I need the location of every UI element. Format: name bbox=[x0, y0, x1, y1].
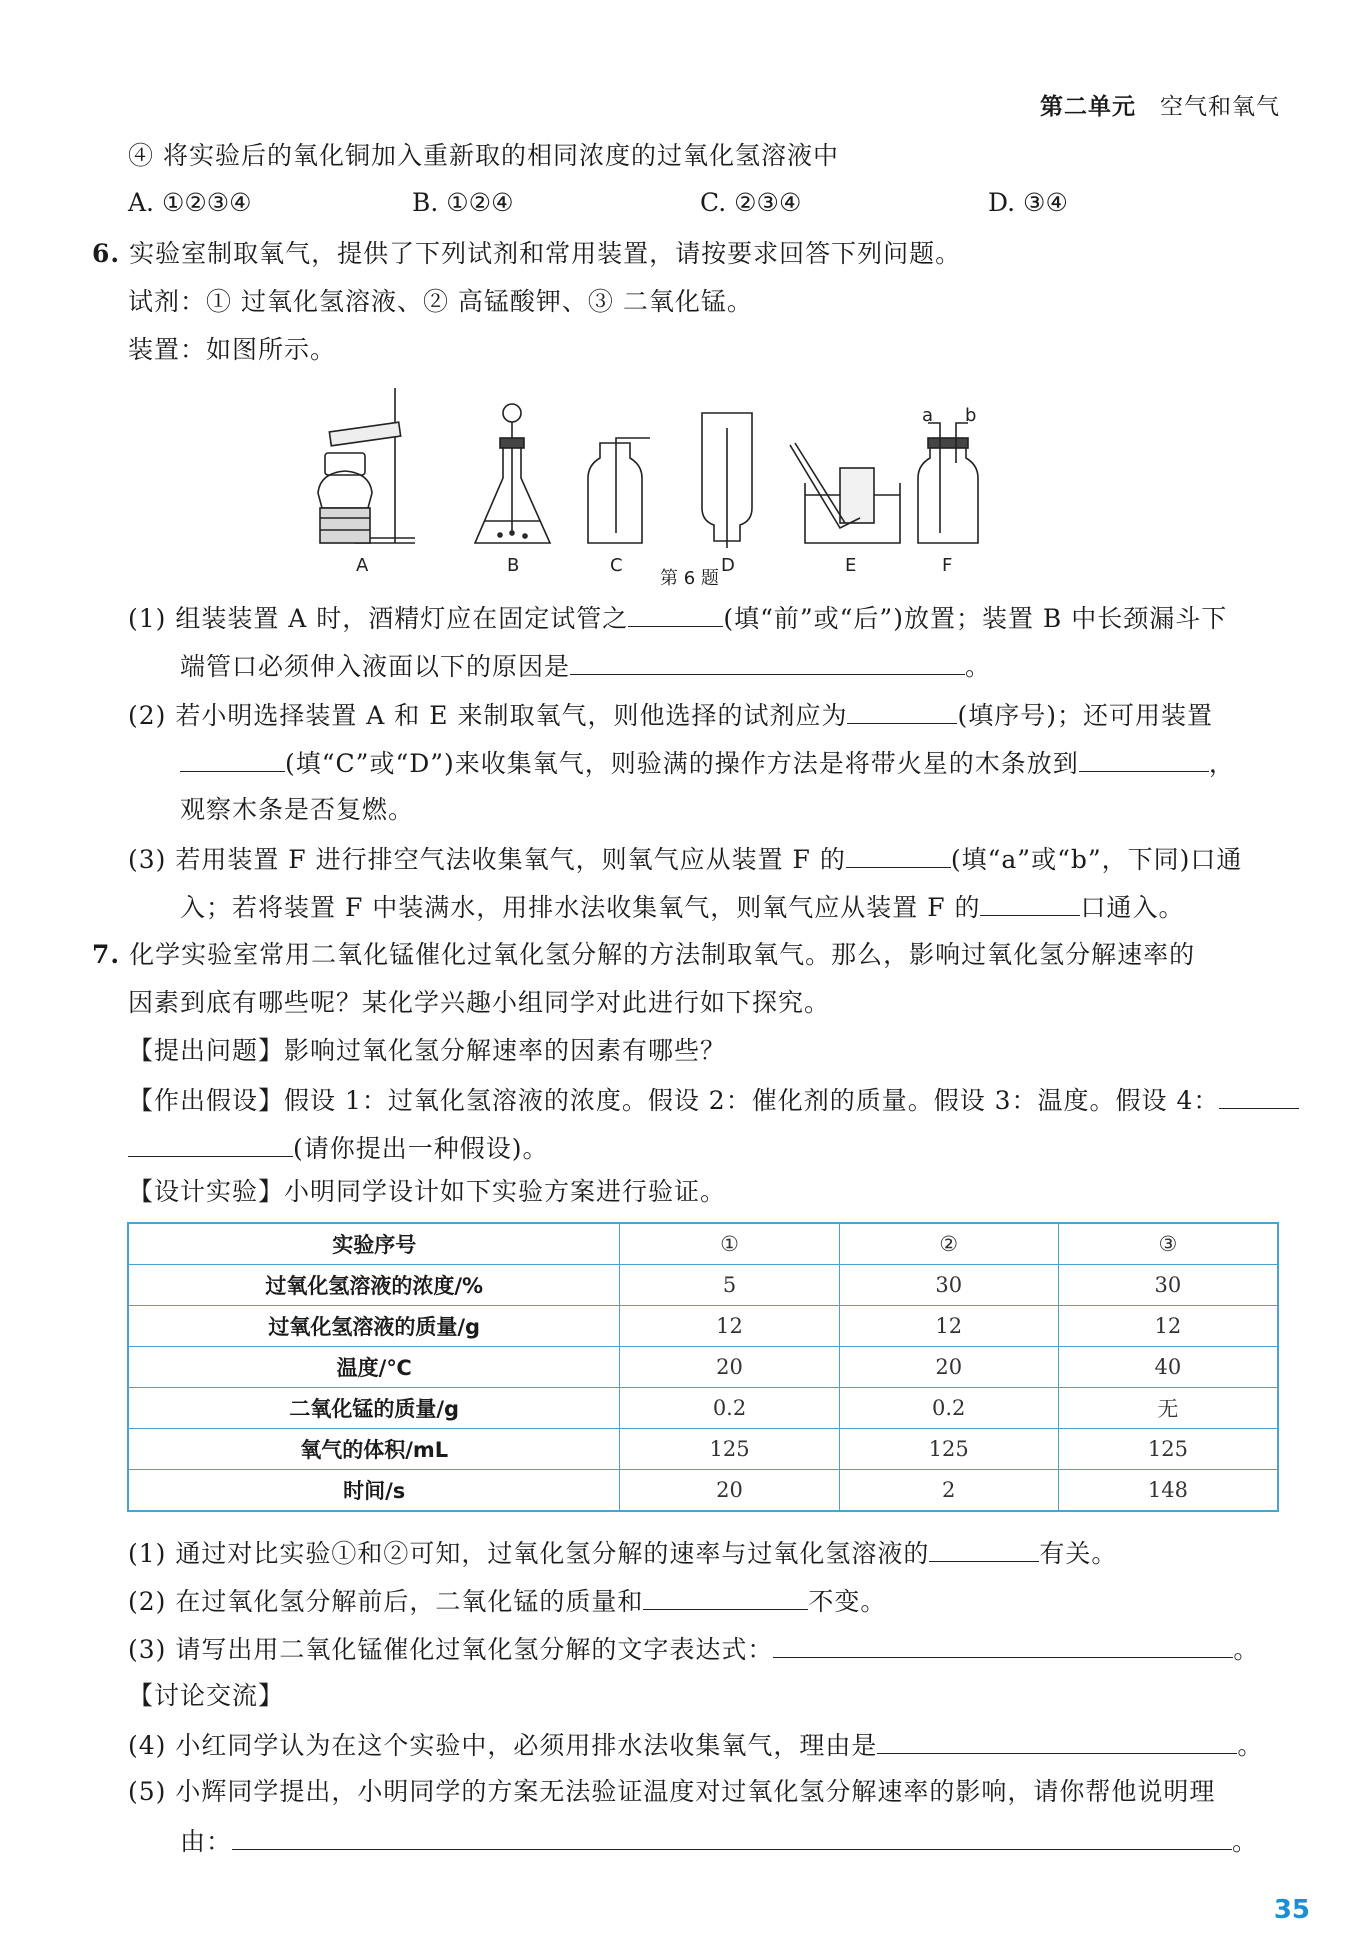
table-cell: 2 bbox=[839, 1470, 1058, 1512]
q6-part3-line2 bbox=[180, 889, 1185, 925]
table-cell: 125 bbox=[839, 1429, 1058, 1470]
q7-discuss-heading: 【讨论交流】 bbox=[128, 1681, 285, 1710]
table-cell: 125 bbox=[1058, 1429, 1278, 1470]
answer-blank-q6-2c[interactable] bbox=[1079, 745, 1209, 772]
q6-number: 6. bbox=[92, 239, 121, 268]
q6-part2-line3: 观察木条是否复燃。 bbox=[180, 795, 415, 824]
table-cell: 20 bbox=[620, 1470, 839, 1512]
q7-sub1 bbox=[128, 1535, 1117, 1571]
q7-stem-text-1: 化学实验室常用二氧化锰催化过氧化氢分解的方法制取氧气。那么，影响过氧化氢分解速率的 bbox=[129, 940, 1196, 969]
q7-s4-text-a: (4) 小红同学认为在这个实验中，必须用排水法收集氧气，理由是 bbox=[128, 1731, 878, 1760]
q7-sub5-line1: (5) 小辉同学提出，小明同学的方案无法验证温度对过氧化氢分解速率的影响，请你帮他说明理 bbox=[128, 1777, 1216, 1806]
q7-hyp-text-2: (请你提出一种假设)。 bbox=[293, 1134, 549, 1163]
q6-p2-text-c: (填“C”或“D”)来收集氧气，则验满的操作方法是将带火星的木条放到 bbox=[285, 749, 1079, 778]
page-number: 35 bbox=[1273, 1895, 1310, 1925]
q7-design: 【设计实验】小明同学设计如下实验方案进行验证。 bbox=[128, 1177, 727, 1206]
q7-s2-text-a: (2) 在过氧化氢分解前后，二氧化锰的质量和 bbox=[128, 1587, 644, 1616]
q6-part3-line1 bbox=[128, 841, 1242, 877]
unit-title: 第二单元 bbox=[1040, 94, 1136, 120]
q6-stem-text: 实验室制取氧气，提供了下列试剂和常用装置，请按要求回答下列问题。 bbox=[129, 239, 962, 268]
table-cell: 40 bbox=[1058, 1347, 1278, 1388]
answer-blank-q7-hyp-a[interactable] bbox=[1219, 1082, 1299, 1109]
port-label-a: a bbox=[922, 405, 934, 426]
q6-part2-line2 bbox=[180, 745, 1235, 781]
table-header-cell: ② bbox=[839, 1223, 1058, 1265]
table-row-label: 过氧化氢溶液的浓度/% bbox=[128, 1265, 620, 1306]
figure-label-f: F bbox=[942, 555, 953, 576]
apparatus-figure bbox=[300, 383, 1120, 593]
q5-option-a: A. ①②③④ bbox=[128, 188, 252, 217]
table-row bbox=[128, 1429, 1278, 1470]
q7-hypothesis-line2 bbox=[128, 1130, 549, 1166]
answer-blank-q6-1a[interactable] bbox=[628, 600, 723, 627]
answer-blank-q6-2b[interactable] bbox=[180, 745, 285, 772]
q7-hyp-text-1: 【作出假设】假设 1：过氧化氢溶液的浓度。假设 2：催化剂的质量。假设 3：温度。假设 4： bbox=[128, 1086, 1220, 1115]
port-label-b: b bbox=[965, 405, 977, 426]
q6-part1-line2 bbox=[180, 648, 991, 684]
q6-part2-line1 bbox=[128, 697, 1213, 733]
table-row bbox=[128, 1347, 1278, 1388]
answer-blank-q6-1b[interactable] bbox=[570, 648, 965, 675]
q7-sub5-line2 bbox=[180, 1823, 1258, 1859]
table-cell: 125 bbox=[620, 1429, 839, 1470]
table-cell: 12 bbox=[839, 1306, 1058, 1347]
answer-blank-q6-3b[interactable] bbox=[980, 889, 1080, 916]
table-row-label: 时间/s bbox=[128, 1470, 620, 1512]
answer-blank-q7-2[interactable] bbox=[643, 1583, 808, 1610]
table-row bbox=[128, 1388, 1278, 1429]
figure-caption: 第 6 题 bbox=[660, 568, 719, 589]
q5-option-d: D. ③④ bbox=[988, 188, 1068, 217]
answer-blank-q7-5[interactable] bbox=[232, 1823, 1232, 1850]
table-row bbox=[128, 1306, 1278, 1347]
apparatus-a bbox=[318, 388, 415, 543]
table-row bbox=[128, 1470, 1278, 1512]
answer-blank-q7-hyp-b[interactable] bbox=[128, 1130, 293, 1157]
q6-p3-text-b: (填“a”或“b”，下同)口通 bbox=[950, 845, 1243, 874]
q7-stem-line2: 因素到底有哪些呢？某化学兴趣小组同学对此进行如下探究。 bbox=[128, 988, 831, 1017]
q7-s1-text-a: (1) 通过对比实验①和②可知，过氧化氢分解的速率与过氧化氢溶液的 bbox=[128, 1539, 930, 1568]
figure-label-a: A bbox=[356, 555, 369, 576]
q6-p1-text-a: (1) 组装装置 A 时，酒精灯应在固定试管之 bbox=[128, 604, 629, 633]
answer-blank-q6-2a[interactable] bbox=[847, 697, 957, 724]
table-cell: 20 bbox=[620, 1347, 839, 1388]
q6-part1-line1 bbox=[128, 600, 1227, 636]
q7-s2-text-b: 不变。 bbox=[808, 1587, 887, 1616]
q7-stem-line1 bbox=[92, 938, 1195, 972]
table-header-cell: ③ bbox=[1058, 1223, 1278, 1265]
table-cell: 148 bbox=[1058, 1470, 1278, 1512]
q6-p1-text-b: (填“前”或“后”)放置；装置 B 中长颈漏斗下 bbox=[723, 604, 1228, 633]
q7-sub4 bbox=[128, 1727, 1263, 1763]
figure-label-d: D bbox=[721, 555, 735, 576]
apparatus-c bbox=[588, 438, 650, 543]
q6-p2-text-a: (2) 若小明选择装置 A 和 E 来制取氧气，则他选择的试剂应为 bbox=[128, 701, 848, 730]
topic-title: 空气和氧气 bbox=[1160, 94, 1280, 120]
q5-option-c: C. ②③④ bbox=[700, 188, 802, 217]
q7-ask: 【提出问题】影响过氧化氢分解速率的因素有哪些？ bbox=[128, 1036, 727, 1065]
q7-hypothesis-line1 bbox=[128, 1082, 1299, 1118]
figure-label-c: C bbox=[610, 555, 623, 576]
table-header-cell: ① bbox=[620, 1223, 839, 1265]
table-cell: 12 bbox=[1058, 1306, 1278, 1347]
table-header-row bbox=[128, 1223, 1278, 1265]
q6-p2-text-b: (填序号)；还可用装置 bbox=[957, 701, 1213, 730]
q6-p1-text-d: 。 bbox=[965, 652, 992, 681]
table-row bbox=[128, 1265, 1278, 1306]
table-cell: 0.2 bbox=[620, 1388, 839, 1429]
q5-option-b: B. ①②④ bbox=[412, 188, 514, 217]
q7-sub3 bbox=[128, 1631, 1259, 1667]
table-cell: 无 bbox=[1058, 1388, 1278, 1429]
table-header-cell: 实验序号 bbox=[128, 1223, 620, 1265]
q7-s1-text-b: 有关。 bbox=[1039, 1539, 1118, 1568]
q5-item-4: ④ 将实验后的氧化铜加入重新取的相同浓度的过氧化氢溶液中 bbox=[128, 141, 839, 170]
table-row-label: 过氧化氢溶液的质量/g bbox=[128, 1306, 620, 1347]
apparatus-d bbox=[702, 413, 752, 548]
answer-blank-q7-3[interactable] bbox=[773, 1631, 1233, 1658]
q7-number: 7. bbox=[92, 940, 121, 969]
q6-devices: 装置：如图所示。 bbox=[128, 335, 337, 364]
q6-p3-text-a: (3) 若用装置 F 进行排空气法收集氧气，则氧气应从装置 F 的 bbox=[128, 845, 846, 874]
q7-sub2 bbox=[128, 1583, 886, 1619]
q6-stem bbox=[92, 237, 961, 271]
table-cell: 30 bbox=[839, 1265, 1058, 1306]
q6-p3-text-c: 入；若将装置 F 中装满水，用排水法收集氧气，则氧气应从装置 F 的 bbox=[180, 893, 981, 922]
q7-s3-text-b: 。 bbox=[1233, 1635, 1260, 1664]
q7-s5-text-c: 。 bbox=[1232, 1827, 1259, 1856]
table-cell: 0.2 bbox=[839, 1388, 1058, 1429]
table-row-label: 二氧化锰的质量/g bbox=[128, 1388, 620, 1429]
figure-label-e: E bbox=[845, 555, 857, 576]
table-cell: 5 bbox=[620, 1265, 839, 1306]
answer-blank-q7-1[interactable] bbox=[929, 1535, 1039, 1562]
table-cell: 20 bbox=[839, 1347, 1058, 1388]
q6-p2-text-d: ， bbox=[1208, 749, 1235, 778]
q7-s5-text-b: 由： bbox=[180, 1827, 233, 1856]
running-header bbox=[1040, 88, 1280, 121]
apparatus-e bbox=[790, 443, 900, 543]
table-row-label: 氧气的体积/mL bbox=[128, 1429, 620, 1470]
experiment-table bbox=[127, 1222, 1279, 1512]
q6-p1-text-c: 端管口必须伸入液面以下的原因是 bbox=[180, 652, 571, 681]
q6-p3-text-d: 口通入。 bbox=[1080, 893, 1185, 922]
figure-label-b: B bbox=[507, 555, 520, 576]
q7-s3-text-a: (3) 请写出用二氧化锰催化过氧化氢分解的文字表达式： bbox=[128, 1635, 774, 1664]
q7-s4-text-b: 。 bbox=[1237, 1731, 1264, 1760]
apparatus-f bbox=[918, 423, 978, 543]
apparatus-b bbox=[475, 404, 550, 543]
q6-reagents: 试剂：① 过氧化氢溶液、② 高锰酸钾、③ 二氧化锰。 bbox=[128, 287, 753, 316]
table-cell: 30 bbox=[1058, 1265, 1278, 1306]
table-row-label: 温度/℃ bbox=[128, 1347, 620, 1388]
table-cell: 12 bbox=[620, 1306, 839, 1347]
answer-blank-q6-3a[interactable] bbox=[846, 841, 951, 868]
answer-blank-q7-4[interactable] bbox=[877, 1727, 1237, 1754]
